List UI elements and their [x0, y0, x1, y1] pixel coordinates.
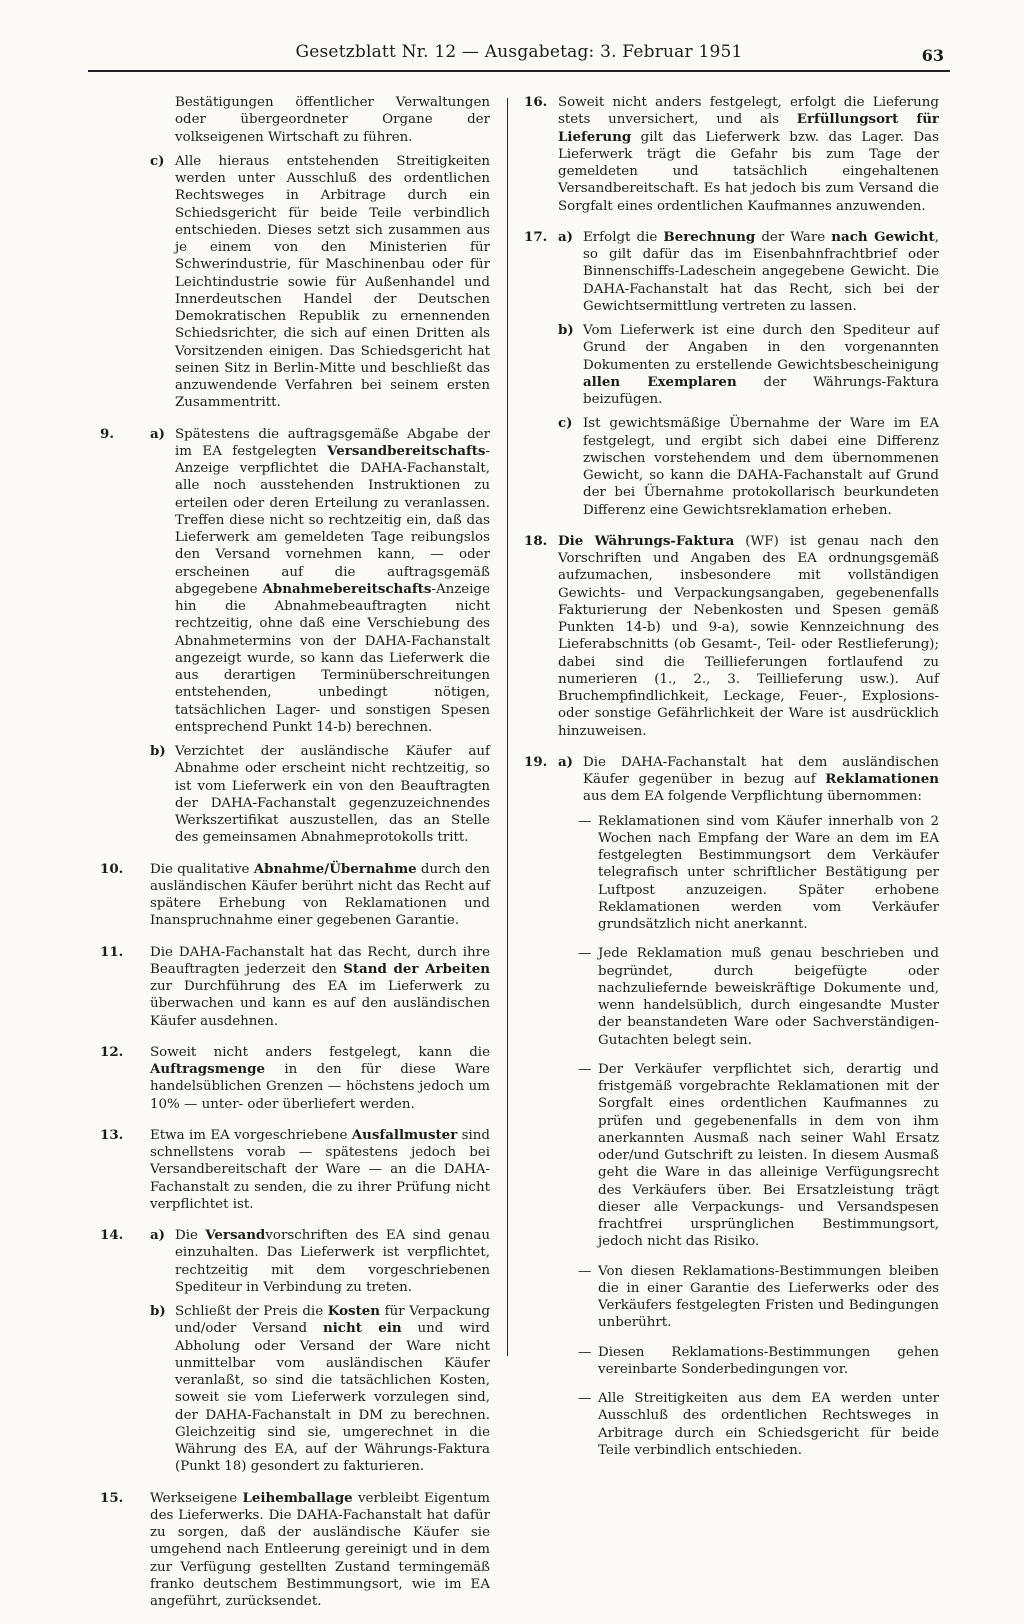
text: aus dem EA folgende Verpflichtung übernommen: — [583, 789, 922, 805]
subsection-14a — [150, 1227, 490, 1296]
section-number: 13. — [100, 1126, 124, 1143]
section-11 — [100, 944, 490, 1030]
section-number: 15. — [100, 1489, 124, 1506]
paragraph-text: Verzichtet der ausländische Käufer auf Abnahme oder erscheint nicht rechtzeitig, so ist vom Lieferwerk ein von den Beauftragten der DAHA-Fachanstalt gegenzuzeichnendes Werkszertifikat auszustellen, das an Stelle des gemeinsamen Abnahmeprotokolls tritt. — [175, 744, 490, 846]
paragraph-text: Alle hieraus entstehenden Streitigkeiten werden unter Ausschluß des ordentlichen Rechtsweges in Arbitrage durch ein Schiedsgericht für beide Teile verbindlich entschieden. Dieses setzt sich zusammen aus je einem von den Ministerien für Schwerindustrie, für Maschinenbau oder für Leichtindustrie sowie für Außenhandel und Innerdeutschen Handel der Deutschen Demokratischen Republik zu ernennenden Schiedsrichter, die sich auf einen Dritten als Vorsitzenden einigen. Das Schiedsgericht hat seinen Sitz in Berlin-Mitte und beschließt das anzuwendende Verfahren bei seinem ersten Zusammentritt. — [175, 153, 490, 411]
section-13 — [100, 1127, 490, 1213]
section-number: 11. — [100, 943, 124, 960]
list-item-text: Diesen Reklamations-Bestimmungen gehen vereinbarte Sonderbedingungen vor. — [598, 1344, 939, 1377]
bold-term: Abnahmebereitschafts — [262, 580, 432, 597]
section-number: 16. — [524, 94, 548, 110]
section-number: 17. — [524, 228, 548, 245]
section-number: 14. — [100, 1227, 124, 1243]
subsection-label: c) — [558, 415, 573, 432]
text: Die DAHA-Fachanstalt hat dem ausländischen Käufer gegenüber in bezug auf — [583, 754, 939, 787]
text: sind schnellstens vorab — spätestens jedoch bei Versandbereitschaft der Ware — an die DAHA-Fachanstalt zu senden, die zu ihrer Prüfung nicht verpflichtet ist. — [150, 1127, 490, 1212]
column-divider — [507, 98, 508, 1356]
subsection-label: b) — [558, 322, 574, 338]
text: , so gilt dafür das im Eisenbahnfrachtbrief oder Binnenschiffs-Ladeschein angegebene Gewicht. Die DAHA-Fachanstalt hat das Recht, sich bei der Gewichtsermittlung vertreten zu lassen. — [583, 229, 939, 314]
text: -Anzeige hin die Abnahmebeauftragten nicht rechtzeitig, ohne daß eine Verschiebung des Abnahmetermins von der DAHA-Fachanstalt angezeigt wurde, so kann das Lieferwerk die aus derartigen Terminüberschreitungen entstehenden, unbedingt nötigen, tatsächlichen Lager- und sonstigen Spesen entsprechend Punkt 14-b) berechnen. — [175, 581, 490, 735]
subsection-label: a) — [558, 753, 574, 770]
section-number: 9. — [100, 425, 114, 442]
subsection-8c — [150, 153, 490, 412]
section-8-continued — [100, 94, 490, 412]
subsection-label: a) — [150, 1227, 166, 1243]
text: Die — [175, 1228, 206, 1243]
subsection-9a — [150, 426, 490, 737]
text: verbleibt Eigentum des Lieferwerks. Die DAHA-Fachanstalt hat dafür zu sorgen, daß der ausländische Käufer sie umgehend nach Entleerung gereinigt und in dem zur Verfügung gestellten Zustand termingemäß franko deutschem Bestimmungsort, wie im EA angeführt, zurücksendet. — [150, 1490, 490, 1609]
left-column — [100, 94, 490, 1624]
text: durch den ausländischen Käufer berührt nicht das Recht auf spätere Erhebung von Reklamationen und Inanspruchnahme einer gegebenen Garantie. — [150, 861, 491, 929]
dash-marker: — — [578, 1061, 592, 1077]
text: der Ware — [755, 229, 832, 245]
bold-term: Leihemballage — [242, 1489, 353, 1506]
bold-term: Reklamationen — [825, 771, 939, 787]
bold-term: Abnahme/Übernahme — [253, 860, 417, 877]
subsection-14b — [150, 1303, 490, 1476]
list-item-text: Reklamationen sind vom Käufer innerhalb von 2 Wochen nach Empfang der Ware an dem im EA festgelegten Bestimmungsort dem Verkäufer telegrafisch unter schriftlicher Bestätigung per Luftpost anzuzeigen. Später erhobene Reklamationen werden vom Verkäufer grundsätzlich nicht anerkannt. — [598, 813, 939, 932]
text: (WF) ist genau nach den Vorschriften und Angaben des EA ordnungsgemäß aufzumachen, insbesondere mit vollständigen Gewichts- und Verpackungsangaben, gegebenenfalls Fakturierung der Nebenkosten und Spesen gemäß Punkten 14-b) und 9-a), sowie Kennzeichnung des Lieferabschnitts (ob Gesamt-, Teil- oder Restlieferung); dabei sind die Teillieferungen fortlaufend zu numerieren (1., 2., 3. Teillieferung usw.). Auf Bruchempfindlichkeit, Leckage, Feuer-, Explosions- oder sonstige Gefährlichkeit der Ware ist ausdrücklich hinzuweisen. — [558, 533, 939, 739]
section-16 — [524, 94, 939, 215]
section-17 — [524, 229, 939, 519]
section-15 — [100, 1490, 490, 1611]
list-item — [578, 813, 939, 934]
subsection-label: a) — [150, 425, 166, 442]
text: -Anzeige verpflichtet die DAHA-Fachanstalt, alle noch ausstehenden Instruktionen zu erteilen oder deren Erteilung zu veranlassen. Treffen diese nicht so rechtzeitig ein, daß das Lieferwerk am gemeldeten Tage reibungslos den Versand vornehmen kann, — oder erscheinen auf die auftragsgemäß abgegebene — [175, 443, 490, 597]
list-item — [578, 1390, 939, 1459]
text: und wird Abholung oder Versand der Ware nicht unmittelbar vom ausländischen Käufer veranlaßt, so sind die tatsächlichen Kosten, soweit sie vom Lieferwerk vorzulegen sind, der DAHA-Fachanstalt in DM zu berechnen. Gleichzeitig sind sie, umgerechnet in die Währung des EA, auf der Währungs-Faktura (Punkt 18) gesondert zu fakturieren. — [175, 1321, 490, 1475]
subsection-9b — [150, 743, 490, 847]
list-item-text: Alle Streitigkeiten aus dem EA werden unter Ausschluß des ordentlichen Rechtsweges in Arbitrage durch ein Schiedsgericht für beide Teile verbindlich entschieden. — [598, 1391, 939, 1458]
paragraph-text: Ist gewichtsmäßige Übernahme der Ware im EA festgelegt, und ergibt sich dabei eine Differenz zwischen vorstehendem und dem übernommenen Gewicht, so kann die DAHA-Fachanstalt auf Grund der bei Übernahme protokollarisch beurkundeten Differenz eine Gewichtsreklamation erheben. — [583, 416, 939, 518]
list-item — [578, 1344, 939, 1379]
list-item-text: Der Verkäufer verpflichtet sich, derartig und fristgemäß vorgebrachte Reklamationen mit der Sorgfalt eines ordentlichen Kaufmannes zu prüfen und gegebenenfalls in dem von ihm anerkannten Ausmaß nach seiner Wahl Ersatz oder/und Gutschrift zu leisten. In diesem Ausmaß geht die Ware in das alleinige Verfügungsrecht des Verkäufers über. Bei Ersatzleistung trägt dieser alle Verpackungs- und Versandspesen frachtfrei ursprünglichen Bestimmungsort, jedoch nicht das Risiko. — [598, 1061, 939, 1250]
list-item — [578, 1263, 939, 1332]
text: Werkseigene — [150, 1490, 243, 1506]
bold-term: allen Exemplaren — [583, 373, 737, 390]
text: Die DAHA-Fachanstalt hat das Recht, durch ihre Beauftragten jederzeit den — [150, 944, 490, 977]
bold-term: Die Währungs-Faktura — [558, 532, 735, 549]
bold-term: Erfüllungsort für Lieferung — [558, 111, 939, 145]
list-item — [578, 1061, 939, 1251]
bold-term: Versandbereitschafts — [327, 442, 486, 459]
bold-term: Berechnung — [663, 228, 756, 245]
gazette-title: Gesetzblatt Nr. 12 — Ausgabetag: 3. Februar 1951 — [295, 42, 743, 62]
subsection-19a — [558, 754, 939, 806]
text: gilt das Lieferwerk bzw. das Lager. Das Lieferwerk trägt die Gefahr bis zum Tage der gemeldeten und tatsächlich eingehaltenen Versandbereitschaft. Es hat jedoch bis zum Versand die Sorgfalt eines ordentlichen Kaufmannes anzuwenden. — [558, 129, 939, 214]
dash-marker: — — [578, 1391, 592, 1406]
subsection-label: c) — [150, 152, 165, 169]
subsection-17c — [558, 415, 939, 519]
section-number: 10. — [100, 860, 124, 877]
subsection-label: b) — [150, 743, 166, 759]
text: in den für diese Ware handelsüblichen Grenzen — höchstens jedoch um 10% — unter- oder überliefert werden. — [150, 1062, 490, 1112]
text: Die qualitative — [150, 861, 254, 877]
section-10 — [100, 861, 490, 930]
page-number: 63 — [921, 46, 944, 65]
text: Spätestens die auftragsgemäße Abgabe der im EA festgelegten — [175, 426, 490, 459]
bold-term: Stand der Arbeiten — [343, 960, 490, 977]
section-number: 19. — [524, 753, 548, 770]
section-18 — [524, 533, 939, 740]
bold-term: nach Gewicht — [831, 228, 935, 245]
page-header — [88, 42, 950, 72]
text: Vom Lieferwerk ist eine durch den Spediteur auf Grund der Angaben in den vorgenannten Dokumenten zu erstellende Gewichtsbescheinigung — [583, 323, 939, 373]
section-19 — [524, 754, 939, 1459]
section-number: 12. — [100, 1043, 124, 1060]
section-14 — [100, 1227, 490, 1476]
subsection-label: b) — [150, 1303, 166, 1319]
text: Soweit nicht anders festgelegt, erfolgt die Lieferung stets unversichert, und als — [558, 95, 939, 128]
text: Schließt der Preis die — [175, 1304, 328, 1319]
dash-marker: — — [578, 1263, 592, 1279]
section-number: 18. — [524, 532, 548, 549]
section-9 — [100, 426, 490, 847]
subsection-17a — [558, 229, 939, 315]
subsection-17b — [558, 322, 939, 408]
paragraph-text: Bestätigungen öffentlicher Verwaltungen oder übergeordneter Organe der volkseigenen Wirtschaft zu führen. — [175, 95, 490, 145]
bold-term: nicht ein — [322, 1320, 402, 1337]
bold-term: Versand — [205, 1227, 266, 1243]
list-item-text: Von diesen Reklamations-Bestimmungen bleiben die in einer Garantie des Lieferwerks oder des Verkäufers festgelegten Fristen und Bedingungen unberührt. — [598, 1263, 939, 1331]
list-item — [578, 945, 939, 1049]
bold-term: Kosten — [327, 1303, 381, 1319]
text: vorschriften des EA sind genau einzuhalten. Das Lieferwerk ist verpflichtet, rechtzeitig mit dem vorgeschriebenen Spediteur in Verbindung zu treten. — [175, 1228, 490, 1295]
text: Erfolgt die — [583, 229, 664, 245]
subsection-label: a) — [558, 228, 574, 245]
list-item-text: Jede Reklamation muß genau beschrieben und begründet, durch beigefügte oder nachzuliefernde beweiskräftige Dokumente und, wenn handelsüblich, durch eingesandte Muster der beanstandeten Ware oder Sachverständigen-Gutachten belegt sein. — [598, 946, 939, 1048]
dash-marker: — — [578, 813, 592, 829]
text: der Währungs-Faktura beizufügen. — [583, 374, 939, 407]
right-column — [524, 94, 939, 1473]
dash-marker: — — [578, 1344, 592, 1360]
bold-term: Auftragsmenge — [150, 1061, 266, 1077]
bold-term: Ausfallmuster — [351, 1126, 458, 1143]
text: Etwa im EA vorgeschriebene — [150, 1127, 352, 1143]
text: für Verpackung und/oder Versand — [175, 1304, 491, 1337]
text: zur Durchführung des EA im Lieferwerk zu überwachen und kann es auf den ausländischen Käufer ausdehnen. — [150, 979, 490, 1029]
dash-marker: — — [578, 946, 592, 962]
section-12 — [100, 1044, 490, 1113]
text: Soweit nicht anders festgelegt, kann die — [150, 1044, 490, 1060]
